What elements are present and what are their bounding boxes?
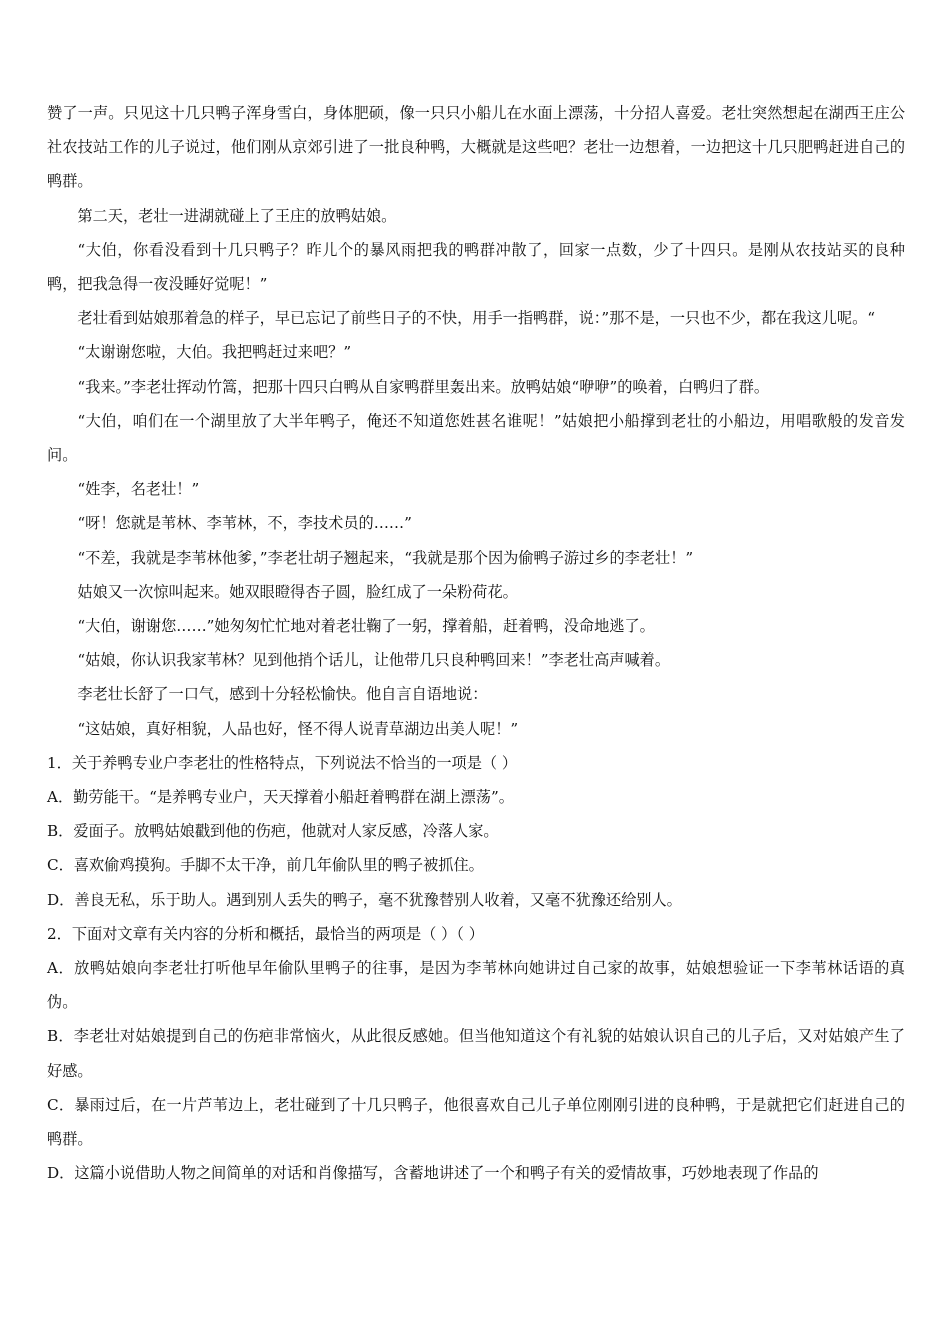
story-paragraph: “大伯，咱们在一个湖里放了大半年鸭子，俺还不知道您姓甚名谁呢！”姑娘把小船撑到老壮的小船边，用唱歌般的发音发问。 — [47, 411, 905, 465]
story-paragraph: “姓李，名老壮！” — [77, 480, 200, 499]
question-stem: 1．关于养鸭专业户李老壮的性格特点，下列说法不恰当的一项是（ ） — [47, 753, 518, 772]
option-d: D．善良无私，乐于助人。遇到别人丢失的鸭子，毫不犹豫替别人收着，又毫不犹豫还给别人。 — [47, 890, 682, 909]
story-paragraph: “我来。”李老壮挥动竹篙，把那十四只白鸭从自家鸭群里轰出来。放鸭姑娘“咿咿”的唤着，白鸭归了群。 — [77, 377, 770, 396]
story-paragraph: “这姑娘，真好相貌，人品也好，怪不得人说青草湖边出美人呢！” — [77, 719, 519, 738]
option-b: B．爱面子。放鸭姑娘戳到他的伤疤，他就对人家反感，冷落人家。 — [47, 822, 499, 841]
option-b: B．李老壮对姑娘提到自己的伤疤非常恼火，从此很反感她。但当他知道这个有礼貌的姑娘认识自己的儿子后，又对姑娘产生了好感。 — [47, 1027, 905, 1080]
story-paragraph: “太谢谢您啦，大伯。我把鸭赶过来吧？” — [77, 343, 352, 362]
story-paragraph: 第二天，老壮一进湖就碰上了王庄的放鸭姑娘。 — [77, 206, 397, 225]
option-c: C．喜欢偷鸡摸狗。手脚不太干净，前几年偷队里的鸭子被抓住。 — [47, 856, 484, 875]
option-c: C．暴雨过后，在一片芦苇边上，老壮碰到了十几只鸭子，他很喜欢自己儿子单位刚刚引进的良种鸭，于是就把它们赶进自己的鸭群。 — [47, 1095, 905, 1149]
story-paragraph: “呀！您就是苇林、李苇林，不，李技术员的……” — [77, 514, 412, 533]
story-paragraph: “大伯，你看没看到十几只鸭子？昨儿个的暴风雨把我的鸭群冲散了，回家一点数，少了十四只。是刚从农技站买的良种鸭，把我急得一夜没睡好觉呢！” — [47, 240, 905, 294]
story-paragraph: “大伯，谢谢您……”她匆匆忙忙地对着老壮鞠了一躬，撑着船，赶着鸭，没命地逃了。 — [77, 617, 655, 636]
story-paragraph: 老壮看到姑娘那着急的样子，早已忘记了前些日子的不快，用手一指鸭群，说：”那不是，一只也不少，都在我这儿呢。“ — [77, 309, 876, 328]
page-content — [47, 96, 905, 1191]
question-1 — [47, 746, 905, 917]
story-paragraph: “姑娘，你认识我家苇林？见到他捎个话儿，让他带几只良种鸭回来！”李老壮高声喊着。 — [77, 651, 671, 670]
option-a: A．放鸭姑娘向李老壮打听他早年偷队里鸭子的往事，是因为李苇林向她讲过自己家的故事，姑娘想验证一下李苇林话语的真伪。 — [47, 959, 905, 1012]
question-2 — [47, 917, 905, 1191]
story-paragraph-continued: 赞了一声。只见这十几只鸭子浑身雪白，身体肥硕，像一只只小船儿在水面上漂荡，十分招人喜爱。老壮突然想起在湖西王庄公社农技站工作的儿子说过，他们刚从京郊引进了一批良种鸭，大概就是这些吧？老壮一边想着，一边把这十几只肥鸭赶进自己的鸭群。 — [47, 104, 905, 191]
story-paragraph: 李老壮长舒了一口气，感到十分轻松愉快。他自言自语地说： — [77, 685, 488, 704]
question-stem: 2．下面对文章有关内容的分析和概括，最恰当的两项是（ ）（ ） — [47, 924, 484, 943]
story-paragraph: “不差，我就是李苇林他爹，”李老壮胡子翘起来，“我就是那个因为偷鸭子游过乡的李老壮！” — [77, 548, 694, 567]
option-d: D．这篇小说借助人物之间简单的对话和肖像描写，含蓄地讲述了一个和鸭子有关的爱情故事，巧妙地表现了作品的 — [47, 1164, 819, 1183]
story-paragraph: 姑娘又一次惊叫起来。她双眼瞪得杏子圆，脸红成了一朵粉荷花。 — [77, 582, 518, 601]
option-a: A．勤劳能干。“是养鸭专业户，天天撑着小船赶着鸭群在湖上漂荡”。 — [47, 788, 514, 807]
